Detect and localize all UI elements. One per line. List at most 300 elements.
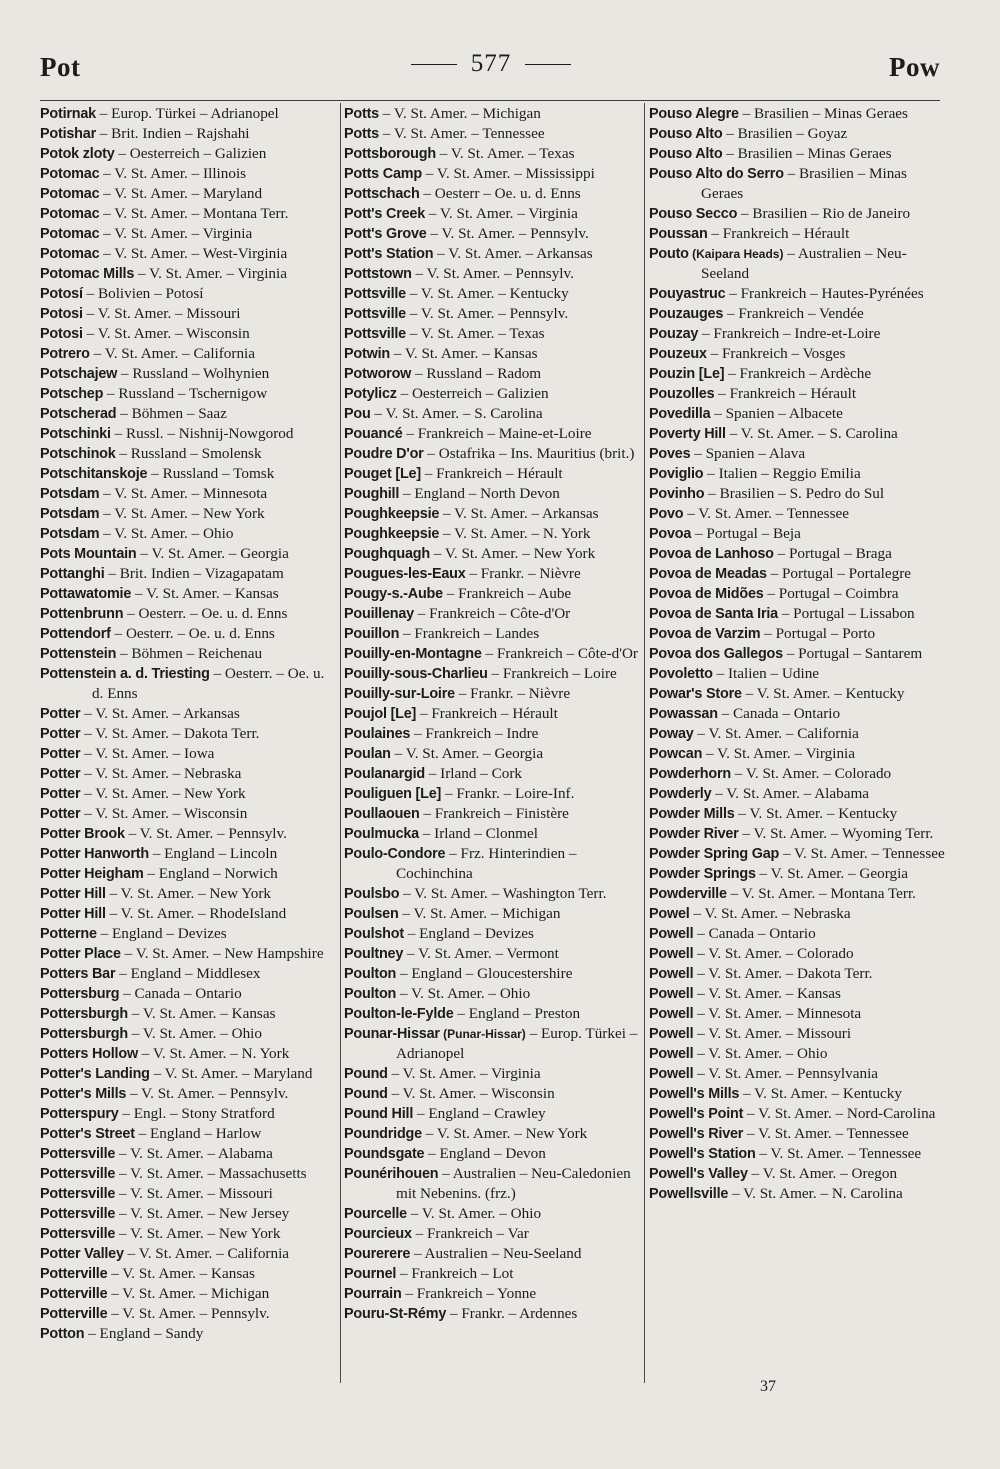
entry-location: – V. St. Amer. – Massachusetts — [115, 1165, 307, 1182]
entry-headword: Powellsville — [649, 1186, 729, 1202]
entry-location: – Europ. Türkei – Adrianopel — [396, 1025, 638, 1062]
entry-location: – V. St. Amer. – Wisconsin — [80, 805, 248, 822]
entry-location: – Frankreich – Hérault — [707, 225, 850, 242]
entry-headword: Potter — [40, 786, 81, 802]
entry-location: – V. St. Amer. – California — [89, 345, 256, 362]
entry-location: – V. St. Amer. – Ohio — [407, 1205, 542, 1222]
entry-headword: Poughquagh — [344, 546, 430, 562]
entry-location: – V. St. Amer. – Tennessee — [683, 505, 849, 522]
entry-headword: Pougues-les-Eaux — [344, 566, 466, 582]
entry-headword: Potwin — [344, 346, 390, 362]
entry — [40, 1204, 336, 1224]
entry-headword: Pound — [344, 1066, 388, 1082]
entry-location: – Brasilien – Minas Geraes — [722, 145, 892, 162]
entry — [344, 404, 642, 424]
entry-location: – V. St. Amer. – Kentucky — [734, 805, 898, 822]
entry-headword: Pottersville — [40, 1186, 116, 1202]
entry-location: – V. St. Amer. – Alabama — [115, 1145, 273, 1162]
entry-headword: Powell's Point — [649, 1106, 744, 1122]
entry — [40, 1304, 336, 1324]
entry — [649, 424, 945, 444]
entry-headword: Pouzolles — [649, 386, 715, 402]
entry-headword: Potter — [40, 726, 81, 742]
entry — [40, 1064, 336, 1084]
entry-column-2 — [344, 104, 642, 1324]
entry-location: – V. St. Amer. – N. Carolina — [728, 1185, 903, 1202]
entry-location: – V. St. Amer. – Pennsylv. — [405, 305, 569, 322]
entry-location: – Frankreich – Maine-et-Loire — [402, 425, 592, 442]
entry-headword: Povoa dos Gallegos — [649, 646, 783, 662]
entry — [649, 724, 945, 744]
entry-location: – Brit. Indien – Vizagapatam — [104, 565, 284, 582]
entry-location: – Irland – Clonmel — [418, 825, 538, 842]
entry-location: – V. St. Amer. – Texas — [435, 145, 575, 162]
entry-headword: Povoletto — [649, 666, 713, 682]
entry — [344, 164, 642, 184]
entry-headword: Potter Hill — [40, 886, 106, 902]
entry-location: – Frankreich – Vendée — [723, 305, 864, 322]
entry-headword: Potton — [40, 1326, 85, 1342]
entry-headword: Pouzeux — [649, 346, 707, 362]
header-rule — [40, 100, 940, 101]
entry-location: – Frankreich – Hérault — [714, 385, 857, 402]
entry-headword: Povoa de Varzim — [649, 626, 761, 642]
entry — [40, 864, 336, 884]
entry-headword: Powel — [649, 906, 690, 922]
entry — [40, 1244, 336, 1264]
entry — [344, 284, 642, 304]
entry-location: – V. St. Amer. – Missouri — [82, 305, 241, 322]
entry-headword: Potter Valley — [40, 1246, 124, 1262]
entry-location: – V. St. Amer. – Montana Terr. — [726, 885, 916, 902]
entry-location: – Portugal – Braga — [773, 545, 892, 562]
entry-headword: Pottenstein a. d. Triesting — [40, 666, 210, 682]
entry-location: – Oesterreich – Galizien — [396, 385, 549, 402]
entry-location: – Frankr. – Ardennes — [446, 1305, 578, 1322]
entry-location: – V. St. Amer. – Arkansas — [439, 505, 599, 522]
entry — [344, 664, 642, 684]
entry — [649, 244, 945, 284]
entry-location: – V. St. Amer. – Georgia — [390, 745, 544, 762]
entry-headword: Powassan — [649, 706, 718, 722]
entry-headword: Powder Springs — [649, 866, 756, 882]
entry-headword: Poudre D'or — [344, 446, 424, 462]
entry-location: – Brasilien – Minas Geraes — [738, 105, 908, 122]
entry-location: – England – Crawley — [413, 1105, 546, 1122]
entry-headword: Pottersville — [40, 1146, 116, 1162]
entry-location: – Frankreich – Indre — [410, 725, 539, 742]
entry-headword: Pouto — [649, 246, 689, 262]
entry-location: – Frankreich – Vosges — [706, 345, 846, 362]
entry-location: – V. St. Amer. – Arkansas — [433, 245, 593, 262]
entry-location: – Frankreich – Hérault — [420, 465, 563, 482]
entry-location: – V. St. Amer. – New York — [99, 505, 265, 522]
entry-headword: Poulsbo — [344, 886, 400, 902]
entry-location: – Portugal – Beja — [691, 525, 801, 542]
entry-location: – V. St. Amer. – N. York — [137, 1045, 290, 1062]
entry — [649, 304, 945, 324]
entry-headword: Potomac Mills — [40, 266, 135, 282]
entry — [40, 424, 336, 444]
entry-location: – V. St. Amer. – Wisconsin — [82, 325, 250, 342]
entry-headword: Potterspury — [40, 1106, 119, 1122]
entry-headword: Poulaines — [344, 726, 411, 742]
entry-headword: Powell — [649, 946, 694, 962]
entry — [649, 924, 945, 944]
entry — [40, 604, 336, 624]
entry — [40, 624, 336, 644]
entry-headword: Potter Hanworth — [40, 846, 149, 862]
entry-headword: Powell — [649, 1026, 694, 1042]
entry-location: – V. St. Amer. – Illinois — [99, 165, 247, 182]
entry-headword: Pourerere — [344, 1246, 411, 1262]
entry-location: – England – Gloucestershire — [396, 965, 573, 982]
entry-location: – V. St. Amer. – Tennessee — [378, 125, 545, 142]
entry-headword: Powder River — [649, 826, 739, 842]
entry — [40, 464, 336, 484]
entry — [40, 644, 336, 664]
entry-location: – Brasilien – Goyaz — [722, 125, 848, 142]
entry — [344, 1204, 642, 1224]
entry-headword: Pouso Alto do Serro — [649, 166, 784, 182]
entry — [649, 464, 945, 484]
entry-headword: Powell — [649, 986, 694, 1002]
entry-headword: Pouzin [Le] — [649, 366, 725, 382]
entry — [344, 484, 642, 504]
entry-location: – V. St. Amer. – New Hampshire — [120, 945, 324, 962]
entry-headword: Powderly — [649, 786, 712, 802]
entry-location: – England – Preston — [453, 1005, 581, 1022]
entry — [40, 264, 336, 284]
entry — [40, 1004, 336, 1024]
entry-location: – V. St. Amer. – Washington Terr. — [399, 885, 607, 902]
entry — [40, 304, 336, 324]
entry — [40, 944, 336, 964]
entry — [40, 104, 336, 124]
entry — [649, 804, 945, 824]
entry — [40, 744, 336, 764]
entry — [344, 764, 642, 784]
entry-headword: Pouilly-en-Montagne — [344, 646, 482, 662]
entry-headword: Potter — [40, 806, 81, 822]
entry-location: – V. St. Amer. – Montana Terr. — [99, 205, 289, 222]
entry — [40, 1124, 336, 1144]
entry-location: – Oesterr – Oe. u. d. Enns — [419, 185, 581, 202]
entry — [40, 544, 336, 564]
entry-headword: Pottsville — [344, 306, 406, 322]
entry-headword: Potworow — [344, 366, 412, 382]
entry-location: – V. St. Amer. – Nord-Carolina — [743, 1105, 936, 1122]
entry-headword: Poway — [649, 726, 694, 742]
entry-location: – V. St. Amer. – Minnesota — [99, 485, 268, 502]
entry-location: – Spanien – Albacete — [710, 405, 843, 422]
entry — [40, 184, 336, 204]
entry-location: – V. St. Amer. – Kansas — [389, 345, 538, 362]
entry — [40, 584, 336, 604]
entry — [649, 944, 945, 964]
entry — [40, 144, 336, 164]
entry-location: – V. St. Amer. – Dakota Terr. — [693, 965, 873, 982]
entry-headword: Pottersburg — [40, 986, 120, 1002]
entry — [649, 544, 945, 564]
entry-location: – V. St. Amer. – Dakota Terr. — [80, 725, 260, 742]
entry-headword: Potschitanskoje — [40, 466, 148, 482]
entry-location: – V. St. Amer. – Maryland — [149, 1065, 313, 1082]
entry-location: – V. St. Amer. – Kentucky — [741, 685, 905, 702]
entry-location: – V. St. Amer. – Pennsylv. — [411, 265, 574, 282]
entry — [649, 284, 945, 304]
entry-location: – England – Lincoln — [148, 845, 278, 862]
entry — [649, 384, 945, 404]
entry-headword: Potts — [344, 106, 379, 122]
entry-location: – Frankreich – Landes — [399, 625, 540, 642]
entry — [40, 164, 336, 184]
entry — [649, 824, 945, 844]
entry-location: – V. St. Amer. – New York — [421, 1125, 588, 1142]
entry-headword: Povoa — [649, 526, 692, 542]
entry — [649, 584, 945, 604]
entry-column-1 — [40, 104, 336, 1344]
entry — [649, 664, 945, 684]
entry-headword: Potterville — [40, 1306, 108, 1322]
entry-headword: Potomac — [40, 226, 100, 242]
entry-headword: Pottersburgh — [40, 1026, 128, 1042]
entry — [40, 324, 336, 344]
entry-location: – Oesterr. – Oe. u. d. Enns — [123, 605, 288, 622]
entry-location: – Russl. – Nishnij-Nowgorod — [110, 425, 294, 442]
entry-headword: Potrero — [40, 346, 90, 362]
entry-location: – Böhmen – Saaz — [116, 405, 227, 422]
entry-location: – Brasilien – Rio de Janeiro — [737, 205, 911, 222]
entry — [40, 844, 336, 864]
entry — [344, 444, 642, 464]
entry-headword: Potter Brook — [40, 826, 125, 842]
entry — [649, 644, 945, 664]
entry — [344, 744, 642, 764]
entry-location: – Spanien – Alava — [690, 445, 806, 462]
entry — [344, 504, 642, 524]
entry — [649, 224, 945, 244]
entry — [344, 1064, 642, 1084]
entry-location: – Brasilien – Minas Geraes — [701, 165, 907, 202]
entry-headword: Powderville — [649, 886, 727, 902]
entry-location: – V. St. Amer. – Michigan — [107, 1285, 270, 1302]
entry-headword: Pound Hill — [344, 1106, 414, 1122]
entry — [344, 804, 642, 824]
entry-location: – V. St. Amer. – Maryland — [99, 185, 263, 202]
entry-location: – V. St. Amer. – Michigan — [378, 105, 541, 122]
entry-location: – Russland – Smolensk — [115, 445, 262, 462]
entry-location: – Frankreich – Côte-d'Or — [481, 645, 638, 662]
entry — [344, 704, 642, 724]
entry-location: – V. St. Amer. – Georgia — [136, 545, 289, 562]
entry-headword: Potomac — [40, 186, 100, 202]
entry-headword: Pou — [344, 406, 371, 422]
entry — [344, 984, 642, 1004]
entry — [40, 904, 336, 924]
entry-location: – V. St. Amer. – Ohio — [693, 1045, 828, 1062]
entry — [40, 1144, 336, 1164]
entry-location: – Italien – Udine — [712, 665, 820, 682]
entry-location: – V. St. Amer. – Ohio — [99, 525, 234, 542]
entry — [344, 344, 642, 364]
entry-location: – Frankreich – Côte-d'Or — [413, 605, 571, 622]
entry — [40, 1024, 336, 1044]
entry-location: – Brasilien – S. Pedro do Sul — [704, 485, 885, 502]
entry — [344, 564, 642, 584]
entry-headword: Povoa de Meadas — [649, 566, 767, 582]
entry-headword: Powell's Valley — [649, 1166, 748, 1182]
entry-location: – V. St. Amer. – Kansas — [693, 985, 841, 1002]
entry-location: – V. St. Amer. – Georgia — [755, 865, 909, 882]
entry-headword: Povedilla — [649, 406, 711, 422]
entry-headword: Pourcieux — [344, 1226, 412, 1242]
entry — [649, 524, 945, 544]
entry-location: – Brit. Indien – Rajshahi — [95, 125, 250, 142]
entry-headword: Pottersville — [40, 1166, 116, 1182]
running-head-right: Pow — [889, 52, 940, 82]
entry-headword: Potter Hill — [40, 906, 106, 922]
entry — [344, 544, 642, 564]
entry-location: – V. St. Amer. – Kansas — [131, 585, 279, 602]
entry — [649, 904, 945, 924]
entry-headword: Potter Place — [40, 946, 121, 962]
entry-headword: Pottendorf — [40, 626, 111, 642]
entry-headword: Poves — [649, 446, 691, 462]
entry — [40, 484, 336, 504]
entry-location: – V. St. Amer. – Kansas — [127, 1005, 276, 1022]
entry-location: – England – Harlow — [134, 1125, 262, 1142]
entry-headword: Powell — [649, 1046, 694, 1062]
entry — [649, 104, 945, 124]
entry-headword: Pottanghi — [40, 566, 105, 582]
entry-location: – V. St. Amer. – Iowa — [80, 745, 215, 762]
entry — [40, 1184, 336, 1204]
entry — [40, 704, 336, 724]
entry — [40, 884, 336, 904]
entry-location: – V. St. Amer. – Wisconsin — [387, 1085, 555, 1102]
entry-location: – Portugal – Santarem — [782, 645, 923, 662]
entry-headword: Potts Camp — [344, 166, 422, 182]
entry-headword: Powell's River — [649, 1126, 744, 1142]
entry — [344, 944, 642, 964]
entry — [344, 644, 642, 664]
entry — [649, 604, 945, 624]
entry — [40, 1324, 336, 1344]
entry-location: – Australien – Neu-Seeland — [701, 245, 907, 282]
column-divider-1 — [340, 103, 341, 1383]
entry-headword: Poverty Hill — [649, 426, 726, 442]
entry-location: – V. St. Amer. – Pennsylv. — [426, 225, 589, 242]
entry — [344, 364, 642, 384]
entry — [649, 404, 945, 424]
entry — [649, 1184, 945, 1204]
entry-location: – V. St. Amer. – Colorado — [693, 945, 854, 962]
entry-location: – England – Middlesex — [115, 965, 261, 982]
entry-headword: Pound — [344, 1086, 388, 1102]
entry-headword: Potter — [40, 766, 81, 782]
entry-headword: Poulton — [344, 986, 397, 1002]
entry-headword: Poulsen — [344, 906, 399, 922]
entry-location: – Canada – Ontario — [717, 705, 841, 722]
entry-headword: Pottsville — [344, 286, 406, 302]
entry-headword: Poulshot — [344, 926, 404, 942]
entry-headword: Poviglio — [649, 466, 704, 482]
entry-headword: Poulton — [344, 966, 397, 982]
entry-headword: Pots Mountain — [40, 546, 137, 562]
entry — [344, 824, 642, 844]
entry-location: – V. St. Amer. – Alabama — [711, 785, 870, 802]
entry-headword: Potter — [40, 746, 81, 762]
entry — [649, 764, 945, 784]
entry-location: – Oesterr. – Oe. u. d. Enns — [110, 625, 275, 642]
entry-headword: Potscherad — [40, 406, 117, 422]
entry-location: – V. St. Amer. – Nebraska — [80, 765, 242, 782]
entry-headword: Potter's Landing — [40, 1066, 150, 1082]
entry-location: – V. St. Amer. – New Jersey — [115, 1205, 290, 1222]
entry-location: – Böhmen – Reichenau — [116, 645, 263, 662]
entry-location: – Russland – Wolhynien — [117, 365, 270, 382]
entry-headword: Potters Bar — [40, 966, 116, 982]
entry-headword: Pott's Grove — [344, 226, 427, 242]
entry-headword: Pouso Alto — [649, 146, 723, 162]
entry-headword: Pougy-s.-Aube — [344, 586, 443, 602]
entry-headword: Powcan — [649, 746, 703, 762]
entry-headword: Pottstown — [344, 266, 412, 282]
entry-headword: Powell's Mills — [649, 1086, 740, 1102]
entry-headword: Pott's Creek — [344, 206, 425, 222]
entry-location: – V. St. Amer. – Pennsylv. — [124, 825, 287, 842]
entry — [649, 324, 945, 344]
entry-headword: Pouillenay — [344, 606, 414, 622]
entry — [344, 204, 642, 224]
entry-headword: Poulton-le-Fylde — [344, 1006, 454, 1022]
entry-headword: Pouancé — [344, 426, 403, 442]
entry-headword: Powder Spring Gap — [649, 846, 780, 862]
entry-location: – V. St. Amer. – Colorado — [730, 765, 892, 782]
entry-location: – V. St. Amer. – Pennsylvania — [693, 1065, 879, 1082]
entry-headword: Poullaouen — [344, 806, 420, 822]
entry-headword: Povinho — [649, 486, 705, 502]
entry-location: – V. St. Amer. – Kentucky — [405, 285, 569, 302]
entry-location: – England – Devon — [424, 1145, 546, 1162]
column-divider-2 — [644, 103, 645, 1383]
entry-location: – V. St. Amer. – California — [693, 725, 859, 742]
entry — [40, 524, 336, 544]
entry-location: – Irland – Cork — [424, 765, 522, 782]
entry-headword: Poulan — [344, 746, 391, 762]
entry-location: – Frankr. – Nièvre — [465, 565, 581, 582]
entry — [40, 924, 336, 944]
entry-headword: Powderhorn — [649, 766, 731, 782]
entry-headword: Pouilly-sous-Charlieu — [344, 666, 488, 682]
entry — [40, 964, 336, 984]
entry — [649, 864, 945, 884]
entry-headword: Potters Hollow — [40, 1046, 138, 1062]
entry-location: – Frankreich – Indre-et-Loire — [698, 325, 881, 342]
entry-headword: Pourrain — [344, 1286, 402, 1302]
entry-headword: Pottersville — [40, 1206, 116, 1222]
header-dash-left — [411, 64, 457, 65]
entry-location: – V. St. Amer. – Missouri — [115, 1185, 273, 1202]
entry — [344, 624, 642, 644]
entry-headword: Potsdam — [40, 506, 100, 522]
entry — [344, 464, 642, 484]
entry — [344, 924, 642, 944]
entry-headword: Poussan — [649, 226, 708, 242]
entry-headword: Potomac — [40, 206, 100, 222]
entry-location: – V. St. Amer. – Virginia — [99, 225, 253, 242]
